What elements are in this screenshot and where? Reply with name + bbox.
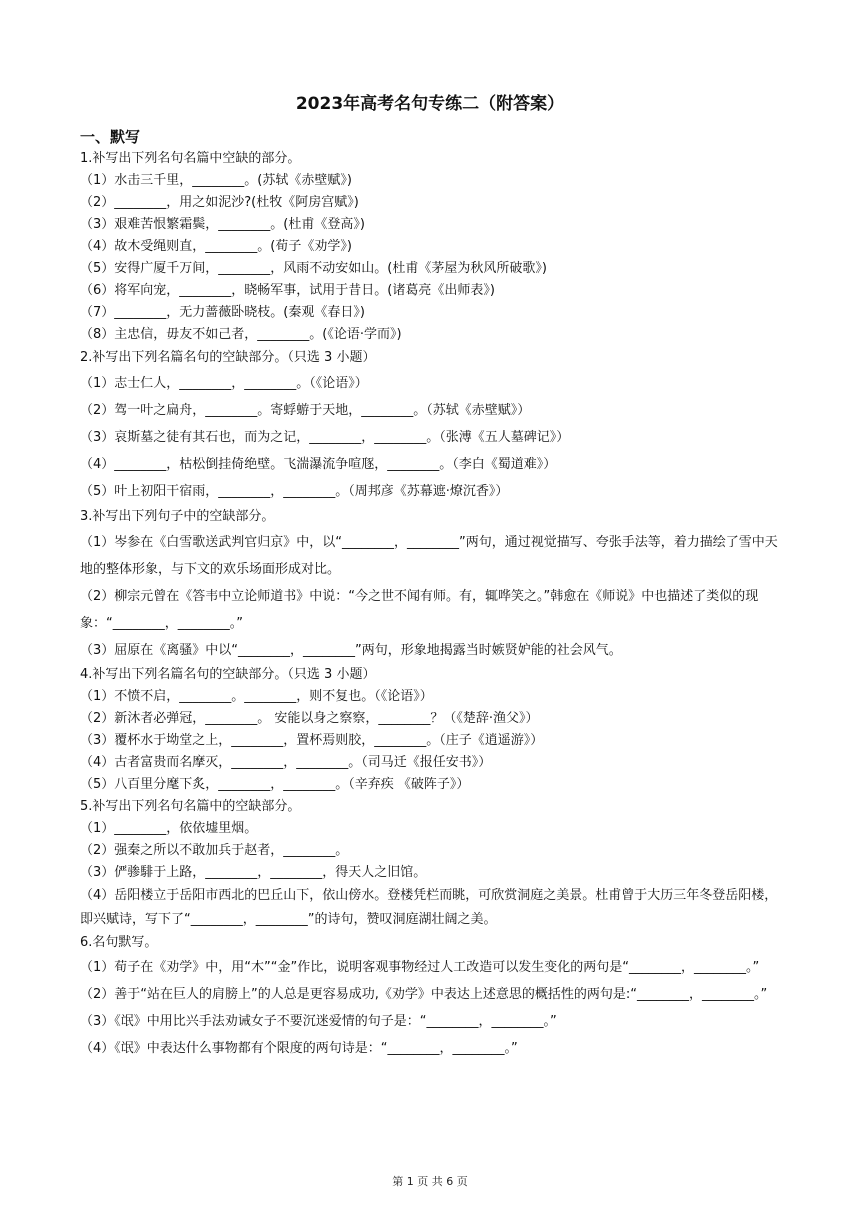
document-body xyxy=(80,126,780,1062)
document-title: 2023年高考名句专练二（附答案） xyxy=(295,94,565,114)
question-6-stem: 6.名句默写。 xyxy=(80,935,158,950)
question-3-item-2: （2）柳宗元曾在《答韦中立论师道书》中说：“今之世不闻有师。有，辄哗笑之。”韩愈在《师说》中也描述了类似的现象：“________，________。” xyxy=(80,589,759,631)
question-2-stem: 2.补写出下列名篇名句的空缺部分。（只选 3 小题） xyxy=(80,350,376,365)
question-5-stem: 5.补写出下列名句名篇中的空缺部分。 xyxy=(80,799,301,814)
question-1-item-8: （8）主忠信，毋友不如己者，________。(《论语·学而》) xyxy=(80,327,402,342)
question-4-item-2: （2）新沐者必弹冠，________。 安能以身之察察，________？（《楚辞·渔父》） xyxy=(80,711,539,726)
question-1-item-6: （6）将军向宠，________，晓畅军事，试用于昔日。(诸葛亮《出师表》) xyxy=(80,283,495,298)
question-3-item-1: （1）岑参在《白雪歌送武判官归京》中，以“________，________”两句，通过视觉描写、夸张手法等，着力描绘了雪中天地的整体形象，与下文的欢乐场面形成对比。 xyxy=(80,535,778,577)
question-2-item-3: （3）哀斯墓之徒有其石也，而为之记，________，________。（张溥《五人墓碑记》） xyxy=(80,430,570,445)
question-2-item-1: （1）志士仁人，________，________。（《论语》） xyxy=(80,376,368,391)
question-5-item-2: （2）强秦之所以不敢加兵于赵者，________。 xyxy=(80,843,349,858)
question-3-stem: 3.补写出下列句子中的空缺部分。 xyxy=(80,509,275,524)
question-5-item-3: （3）俨骖騑于上路，________，________，得天人之旧馆。 xyxy=(80,865,427,880)
question-4-item-5: （5）八百里分麾下炙，________，________。（辛弃疾 《破阵子》） xyxy=(80,777,470,792)
question-4-item-4: （4）古者富贵而名摩灭，________，________。（司马迁《报任安书》） xyxy=(80,755,492,770)
question-2-item-2: （2）驾一叶之扁舟，________。寄蜉蝣于天地，________。（苏轼《赤壁赋》） xyxy=(80,403,531,418)
question-5-item-4: （4）岳阳楼立于岳阳市西北的巴丘山下，依山傍水。登楼凭栏而眺，可欣赏洞庭之美景。杜甫曾于大历三年冬登岳阳楼，即兴赋诗，写下了“________，________”的诗句，赞叹洞庭湖壮阔之美。 xyxy=(80,888,778,927)
question-3-item-3: （3）屈原在《离骚》中以“________，________”两句，形象地揭露当时嫉贤妒能的社会风气。 xyxy=(80,643,622,658)
question-2-item-5: （5）叶上初阳干宿雨，________，________。（周邦彦《苏幕遮·燎沉香》） xyxy=(80,484,509,499)
question-2-item-4: （4）________，枯松倒挂倚绝壁。飞湍瀑流争喧豗，________。（李白《蜀道难》） xyxy=(80,457,557,472)
question-4-item-3: （3）覆杯水于坳堂之上，________，置杯焉则胶，________。（庄子《逍遥游》） xyxy=(80,733,544,748)
question-1-item-5: （5）安得广厦千万间，________，风雨不动安如山。(杜甫《茅屋为秋风所破歌》) xyxy=(80,261,547,276)
question-1-item-7: （7）________，无力蔷薇卧晓枝。(秦观《春日》) xyxy=(80,305,365,320)
question-4-item-1: （1）不愤不启，________。________，则不复也。（《论语》） xyxy=(80,689,433,704)
page-footer: 第 1 页 共 6 页 xyxy=(392,1175,468,1188)
question-6-item-4: （4）《氓》中表达什么事物都有个限度的两句诗是：“________，________。” xyxy=(80,1041,518,1056)
question-6-item-3: （3）《氓》中用比兴手法劝诫女子不要沉迷爱情的句子是：“________，________。” xyxy=(80,1014,557,1029)
question-1-item-2: （2）________，用之如泥沙?(杜牧《阿房宫赋》) xyxy=(80,195,359,210)
question-1-item-1: （1）水击三千里，________。(苏轼《赤壁赋》) xyxy=(80,173,352,188)
question-1-item-4: （4）故木受绳则直，________。(荀子《劝学》) xyxy=(80,239,352,254)
question-6-item-2: （2）善于“站在巨人的肩膀上”的人总是更容易成功,《劝学》中表达上述意思的概括性的两句是:“________，________。” xyxy=(80,987,768,1002)
question-1-stem: 1.补写出下列名句名篇中空缺的部分。 xyxy=(80,151,301,166)
question-5-item-1: （1）________，依依墟里烟。 xyxy=(80,821,258,836)
question-1-item-3: （3）艰难苦恨繁霜鬓，________。(杜甫《登高》) xyxy=(80,217,365,232)
section-heading: 一、默写 xyxy=(80,128,141,146)
question-4-stem: 4.补写出下列名篇名句的空缺部分。（只选 3 小题） xyxy=(80,667,376,682)
question-6-item-1: （1）荀子在《劝学》中，用“木”“金”作比，说明客观事物经过人工改造可以发生变化的两句是“________，________。” xyxy=(80,960,760,975)
